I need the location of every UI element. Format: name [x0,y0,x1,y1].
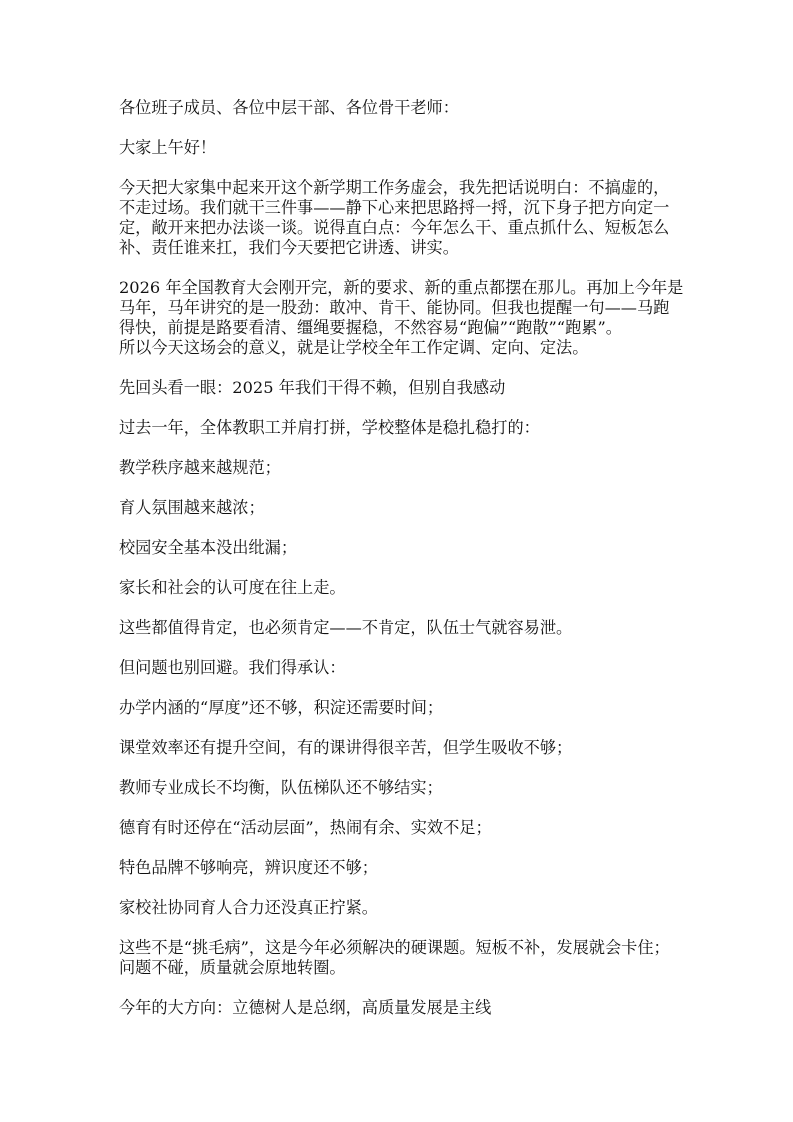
paragraph [119,138,694,158]
paragraph [119,378,694,398]
paragraph [119,418,694,438]
paragraph [119,618,694,638]
text-line: 马年，马年讲究的是一股劲：敢冲、肯干、能协同。但我也提醒一句——马跑 [119,298,670,317]
text-line: 但问题也别回避。我们得承认： [119,658,346,677]
text-line: 育人氛围越来越浓； [119,498,265,517]
text-line: 校园安全基本没出纰漏； [119,538,298,557]
text-line: 教师专业成长不均衡，队伍梯队还不够结实； [119,778,443,797]
paragraph [119,898,694,918]
document-page [119,98,694,1038]
text-line: 各位班子成员、各位中层干部、各位骨干老师： [119,98,459,117]
text-line: 这些都值得肯定，也必须肯定——不肯定，队伍士气就容易泄。 [119,618,573,637]
text-line: 先回头看一眼：2025 年我们干得不赖，但别自我感动 [119,378,506,397]
text-line: 得快，前提是路要看清、缰绳要握稳，不然容易“跑偏”“跑散”“跑累”。 [119,318,622,337]
paragraph [119,498,694,518]
paragraph [119,278,694,358]
text-line: 大家上午好！ [119,138,217,157]
paragraph [119,458,694,478]
text-line: 定，敞开来把办法谈一谈。说得直白点：今年怎么干、重点抓什么、短板怎么 [119,218,670,237]
text-line: 所以今天这场会的意义，就是让学校全年工作定调、定向、定法。 [119,338,589,357]
paragraph [119,778,694,798]
text-line: 特色品牌不够响亮，辨识度还不够； [119,858,378,877]
paragraph [119,538,694,558]
text-line: 家校社协同育人合力还没真正拧紧。 [119,898,378,917]
text-line: 过去一年，全体教职工并肩打拼，学校整体是稳扎稳打的： [119,418,540,437]
paragraph [119,818,694,838]
paragraph [119,998,694,1018]
text-line: 这些不是“挑毛病”，这是今年必须解决的硬课题。短板不补，发展就会卡住； [119,938,670,957]
paragraph [119,658,694,678]
text-line: 补、责任谁来扛，我们今天要把它讲透、讲实。 [119,238,459,257]
paragraph [119,938,694,978]
text-line: 课堂效率还有提升空间，有的课讲得很辛苦，但学生吸收不够； [119,738,573,757]
text-line: 今天把大家集中起来开这个新学期工作务虚会，我先把话说明白：不搞虚的， [119,178,670,197]
text-line: 不走过场。我们就干三件事——静下心来把思路捋一捋，沉下身子把方向定一 [119,198,670,217]
text-line: 2026 年全国教育大会刚开完，新的要求、新的重点都摆在那儿。再加上今年是 [119,278,684,297]
text-line: 今年的大方向：立德树人是总纲，高质量发展是主线 [119,998,492,1017]
paragraph [119,698,694,718]
paragraph [119,178,694,258]
text-line: 德育有时还停在“活动层面”，热闹有余、实效不足； [119,818,492,837]
text-line: 问题不碰，质量就会原地转圈。 [119,958,346,977]
text-line: 教学秩序越来越规范； [119,458,281,477]
text-line: 家长和社会的认可度在往上走。 [119,578,346,597]
paragraph [119,98,694,118]
paragraph [119,578,694,598]
text-line: 办学内涵的“厚度”还不够，积淀还需要时间； [119,698,444,717]
paragraph [119,738,694,758]
paragraph [119,858,694,878]
